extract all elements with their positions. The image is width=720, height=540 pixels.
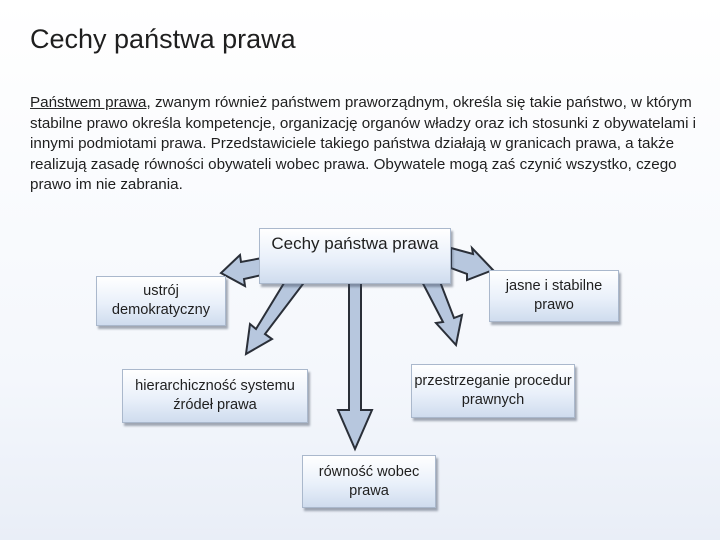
arrow-to-stable-law xyxy=(451,248,493,280)
node-democratic-system: ustrój demokratyczny xyxy=(96,276,226,326)
slide-title: Cechy państwa prawa xyxy=(30,24,296,54)
arrow-to-equality xyxy=(338,281,372,449)
node-stable-law: jasne i stabilne prawo xyxy=(489,270,619,322)
node-hierarchy-of-sources: hierarchiczność systemu źródeł prawa xyxy=(122,369,308,423)
center-node: Cechy państwa prawa xyxy=(259,228,451,284)
arrow-to-democratic xyxy=(221,255,262,286)
node-legal-procedures: przestrzeganie procedur prawnych xyxy=(411,364,575,418)
definition-lead-term: Państwem prawa xyxy=(30,94,147,111)
definition-text: , zwanym również państwem praworządnym, określa się takie państwo, w którym stabilne prawo określa kompetencje, organizację organów władzy oraz ich stosunki z obywatelami i innymi podmiotami prawa. Przedstawiciele takiego państwa działają w granicach prawa, a także realizują zasadę równości obywateli wobec prawa. Obywatele mogą zaś czynić wszystko, czego prawo im nie zabrania. xyxy=(30,94,697,194)
node-equality-before-law: równość wobec prawa xyxy=(302,455,436,508)
